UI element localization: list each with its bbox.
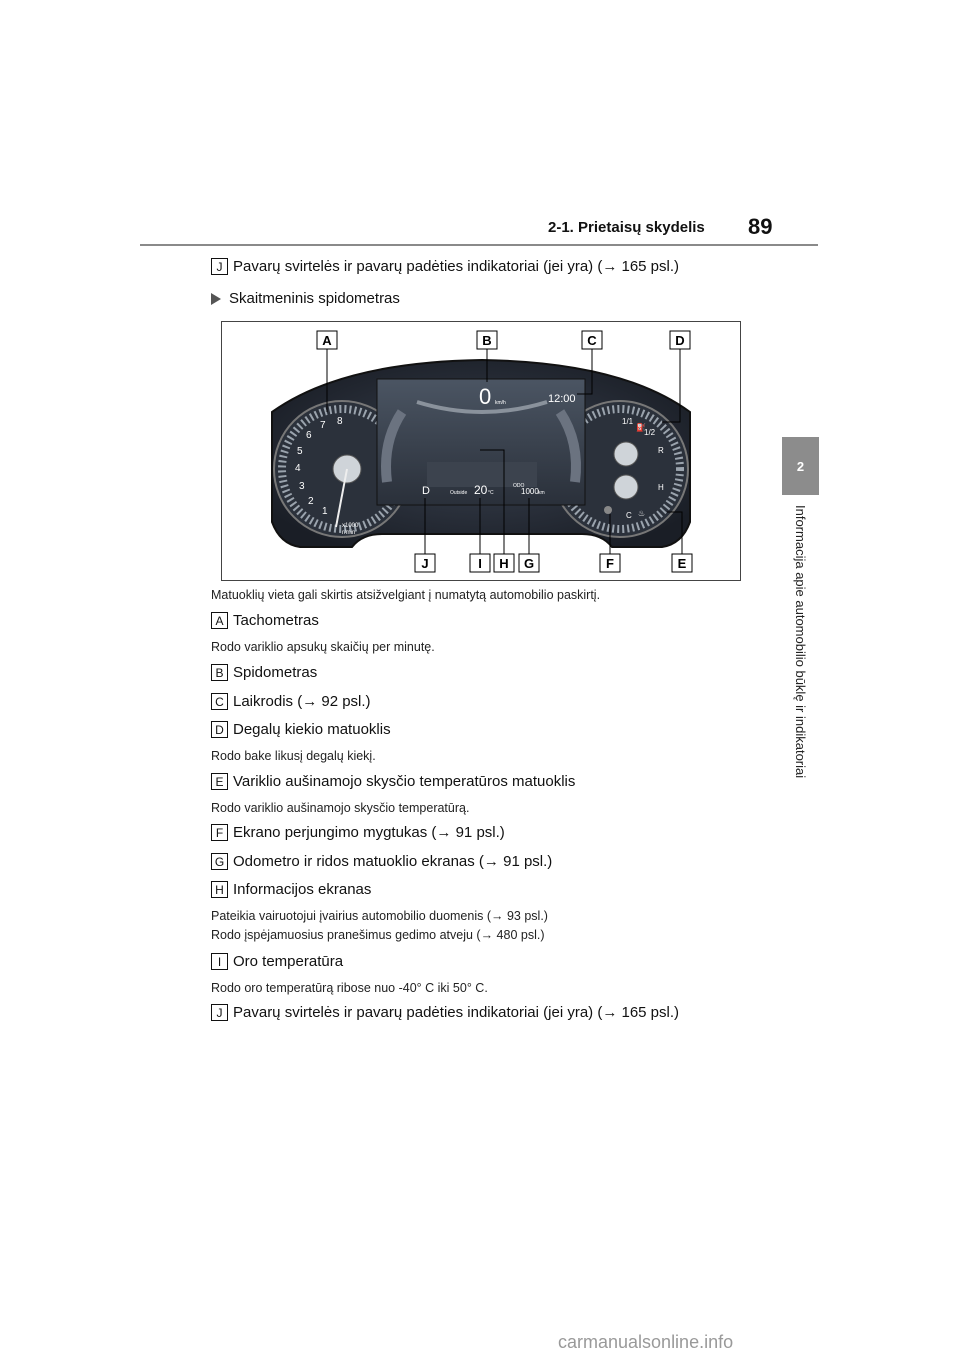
rpm-tick-5: 5 xyxy=(297,446,303,457)
legend-item-i xyxy=(211,953,343,970)
fuel-pump-icon: ⛽ xyxy=(636,423,646,432)
item-title: Tachometras xyxy=(233,612,319,629)
temp-hot-label: H xyxy=(658,483,664,492)
outside-label: Outside xyxy=(450,490,468,496)
page-number: 89 xyxy=(748,214,773,239)
callout-d: D xyxy=(675,333,685,348)
callout-f: F xyxy=(606,556,614,571)
callout-c: C xyxy=(587,333,597,348)
triangle-bullet-icon xyxy=(211,293,221,305)
item-letter-box: G xyxy=(211,853,228,870)
legend-item-a xyxy=(211,612,319,629)
coolant-temp-icon: ♨ xyxy=(638,509,646,518)
chapter-title-vertical: Informacija apie automobilio būklę ir indikatoriai xyxy=(793,505,808,779)
item-letter-box: D xyxy=(211,721,228,738)
display-change-button[interactable] xyxy=(604,506,612,514)
top-item-j xyxy=(211,258,679,275)
legend-item-f xyxy=(211,824,505,841)
item-description: Rodo variklio aušinamojo skysčio temperatūrą. xyxy=(211,801,470,815)
rpm-tick-2: 2 xyxy=(308,496,314,507)
rpm-tick-8: 8 xyxy=(337,416,343,427)
item-letter-box: J xyxy=(211,258,228,275)
item-letter-box: I xyxy=(211,953,228,970)
rpm-tick-3: 3 xyxy=(299,481,305,492)
section-header: 2-1. Prietaisų skydelis xyxy=(548,219,705,236)
callout-e: E xyxy=(677,556,687,571)
item-description: Rodo įspėjamuosius pranešimus gedimo atveju (→ 480 psl.) xyxy=(211,928,545,942)
item-title: Pavarų svirtelės ir pavarų padėties indikatoriai (jei yra) (→ 165 psl.) xyxy=(233,258,680,275)
legend-item-e xyxy=(211,773,575,790)
outside-temp-value: 20 xyxy=(474,483,488,497)
item-title: Oro temperatūra xyxy=(233,953,344,970)
legend-item-j xyxy=(211,1004,679,1021)
legend-item-b xyxy=(211,664,317,681)
legend-item-h xyxy=(211,881,371,898)
odo-unit: km xyxy=(538,490,545,496)
item-letter-box: E xyxy=(211,773,228,790)
speed-value: 0 xyxy=(479,384,492,409)
callout-g: G xyxy=(523,556,535,571)
item-description: Rodo oro temperatūrą ribose nuo -40° C iki 50° C. xyxy=(211,981,488,995)
item-title: Ekrano perjungimo mygtukas (→ 91 psl.) xyxy=(233,824,505,841)
fuel-gauge-hub xyxy=(614,442,638,466)
rpm-tick-6: 6 xyxy=(306,430,312,441)
item-description: Rodo bake likusį degalų kiekį. xyxy=(211,749,376,763)
item-letter-box: B xyxy=(211,664,228,681)
rpm-tick-1: 1 xyxy=(322,506,328,517)
section-title-text: Skaitmeninis spidometras xyxy=(229,290,400,307)
odo-label: ODO xyxy=(513,483,525,489)
temp-cold-label: C xyxy=(626,511,632,520)
temp-gauge-hub xyxy=(614,475,638,499)
rpm-tick-4: 4 xyxy=(295,463,301,474)
odo-value: 1000 xyxy=(521,487,539,496)
instrument-cluster-figure xyxy=(221,321,741,581)
rpm-unit-line1: x1000 xyxy=(342,523,359,529)
item-title: Degalų kiekio matuoklis xyxy=(233,721,391,738)
figure-caption: Matuoklių vieta gali skirtis atsižvelgiant į numatytą automobilio paskirtį. xyxy=(211,588,601,602)
item-description: Rodo variklio apsukų skaičių per minutę. xyxy=(211,640,435,654)
item-letter-box: F xyxy=(211,824,228,841)
fuel-half-label: 1/2 xyxy=(644,428,656,437)
item-description: Pateikia vairuotojui įvairius automobilio duomenis (→ 93 psl.) xyxy=(211,909,548,923)
item-title: Variklio aušinamojo skysčio temperatūros matuoklis xyxy=(233,773,576,790)
clock-value: 12:00 xyxy=(548,393,576,405)
instrument-cluster-illustration xyxy=(222,322,740,580)
legend-item-g xyxy=(211,853,552,870)
callout-h: H xyxy=(499,556,509,571)
item-letter-box: H xyxy=(211,881,228,898)
item-title: Spidometras xyxy=(233,664,318,681)
item-title: Informacijos ekranas xyxy=(233,881,372,898)
legend-item-d xyxy=(211,721,391,738)
item-title: Pavarų svirtelės ir pavarų padėties indikatoriai (jei yra) (→ 165 psl.) xyxy=(233,1004,680,1021)
fuel-reserve-label: R xyxy=(658,446,664,455)
watermark: carmanualsonline.info xyxy=(558,1332,734,1352)
item-letter-box: A xyxy=(211,612,228,629)
rpm-tick-7: 7 xyxy=(320,420,326,431)
header-rule xyxy=(140,244,818,246)
gear-indicator: D xyxy=(422,485,430,497)
callout-i: I xyxy=(478,556,482,571)
outside-temp-unit: °C xyxy=(488,490,494,496)
item-letter-box: J xyxy=(211,1004,228,1021)
rpm-unit-line2: r/min xyxy=(342,530,356,536)
callout-b: B xyxy=(482,333,492,348)
item-letter-box: C xyxy=(211,693,228,710)
callout-a: A xyxy=(322,333,332,348)
section-title xyxy=(211,290,400,307)
speed-unit: km/h xyxy=(495,400,506,406)
item-title: Odometro ir ridos matuoklio ekranas (→ 91 psl.) xyxy=(233,853,553,870)
legend-item-c xyxy=(211,693,371,710)
chapter-tab[interactable]: 2 xyxy=(782,437,819,495)
callout-j: J xyxy=(421,556,429,571)
item-title: Laikrodis (→ 92 psl.) xyxy=(233,693,371,710)
fuel-full-label: 1/1 xyxy=(622,417,634,426)
